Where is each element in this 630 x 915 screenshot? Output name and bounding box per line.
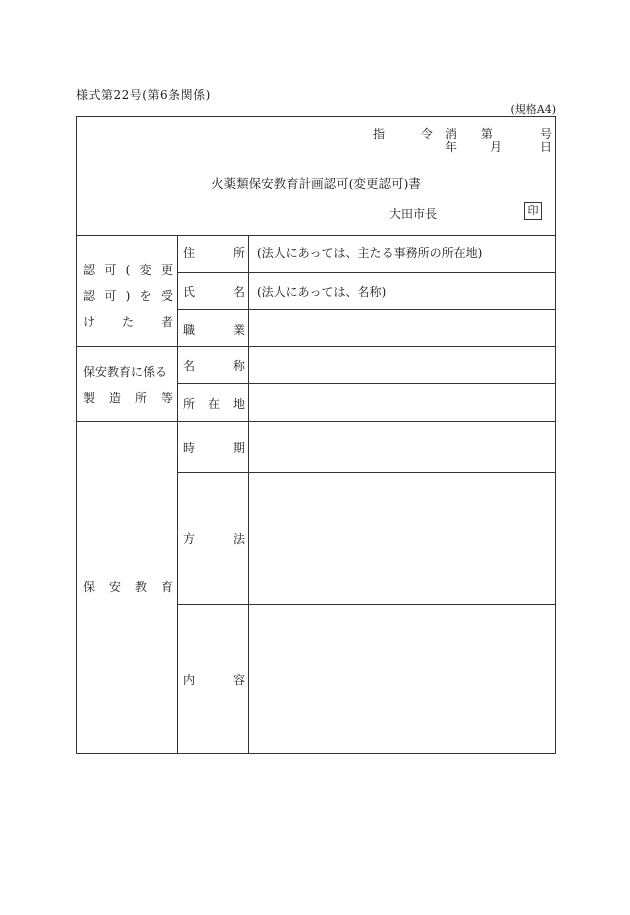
shodai-label: 消 第 [445,127,503,141]
address-field[interactable] [249,236,555,272]
name-note: (法人にあっては、名称) [257,285,387,299]
factory-name-label: 名 称 [183,359,245,373]
seal-mark: 印 [524,202,542,220]
period-label: 時 期 [183,441,245,455]
education-label: 保 安 教 育 [83,580,173,594]
period-field[interactable] [249,422,555,472]
factory-label: 保安教育に係る 製 造 所 等 [83,365,173,405]
go-label: 号 [540,127,553,141]
occupation-label: 職 業 [183,323,245,337]
address-label: 住 所 [183,246,245,260]
month-label: 月 [490,140,503,154]
divider-left [177,235,178,753]
occupation-field[interactable] [249,310,555,346]
document-title: 火薬類保安教育計画認可(変更認可)書 [211,176,421,191]
location-field[interactable] [249,384,555,421]
shirei-label: 指 令 [373,127,449,141]
method-label: 方 法 [183,532,245,546]
location-label: 所 在 地 [183,397,245,411]
year-label: 年 [445,140,458,154]
form-table [76,116,556,754]
name-field[interactable] [249,273,555,309]
recipient-label: 認 可 ( 変 更 認 可 ) を 受 け た 者 [83,263,173,329]
method-field[interactable] [249,473,555,604]
name-label: 氏 名 [183,285,245,299]
factory-name-field[interactable] [249,347,555,383]
content-label: 内 容 [183,673,245,687]
content-field[interactable] [249,605,555,753]
day-label: 日 [540,140,553,154]
form-number: 様式第22号(第6条関係) [76,88,211,102]
paper-size: (規格A4) [510,103,556,116]
document-header [77,117,555,236]
mayor-label: 大田市長 [389,207,438,221]
address-note: (法人にあっては、主たる事務所の所在地) [257,246,483,260]
